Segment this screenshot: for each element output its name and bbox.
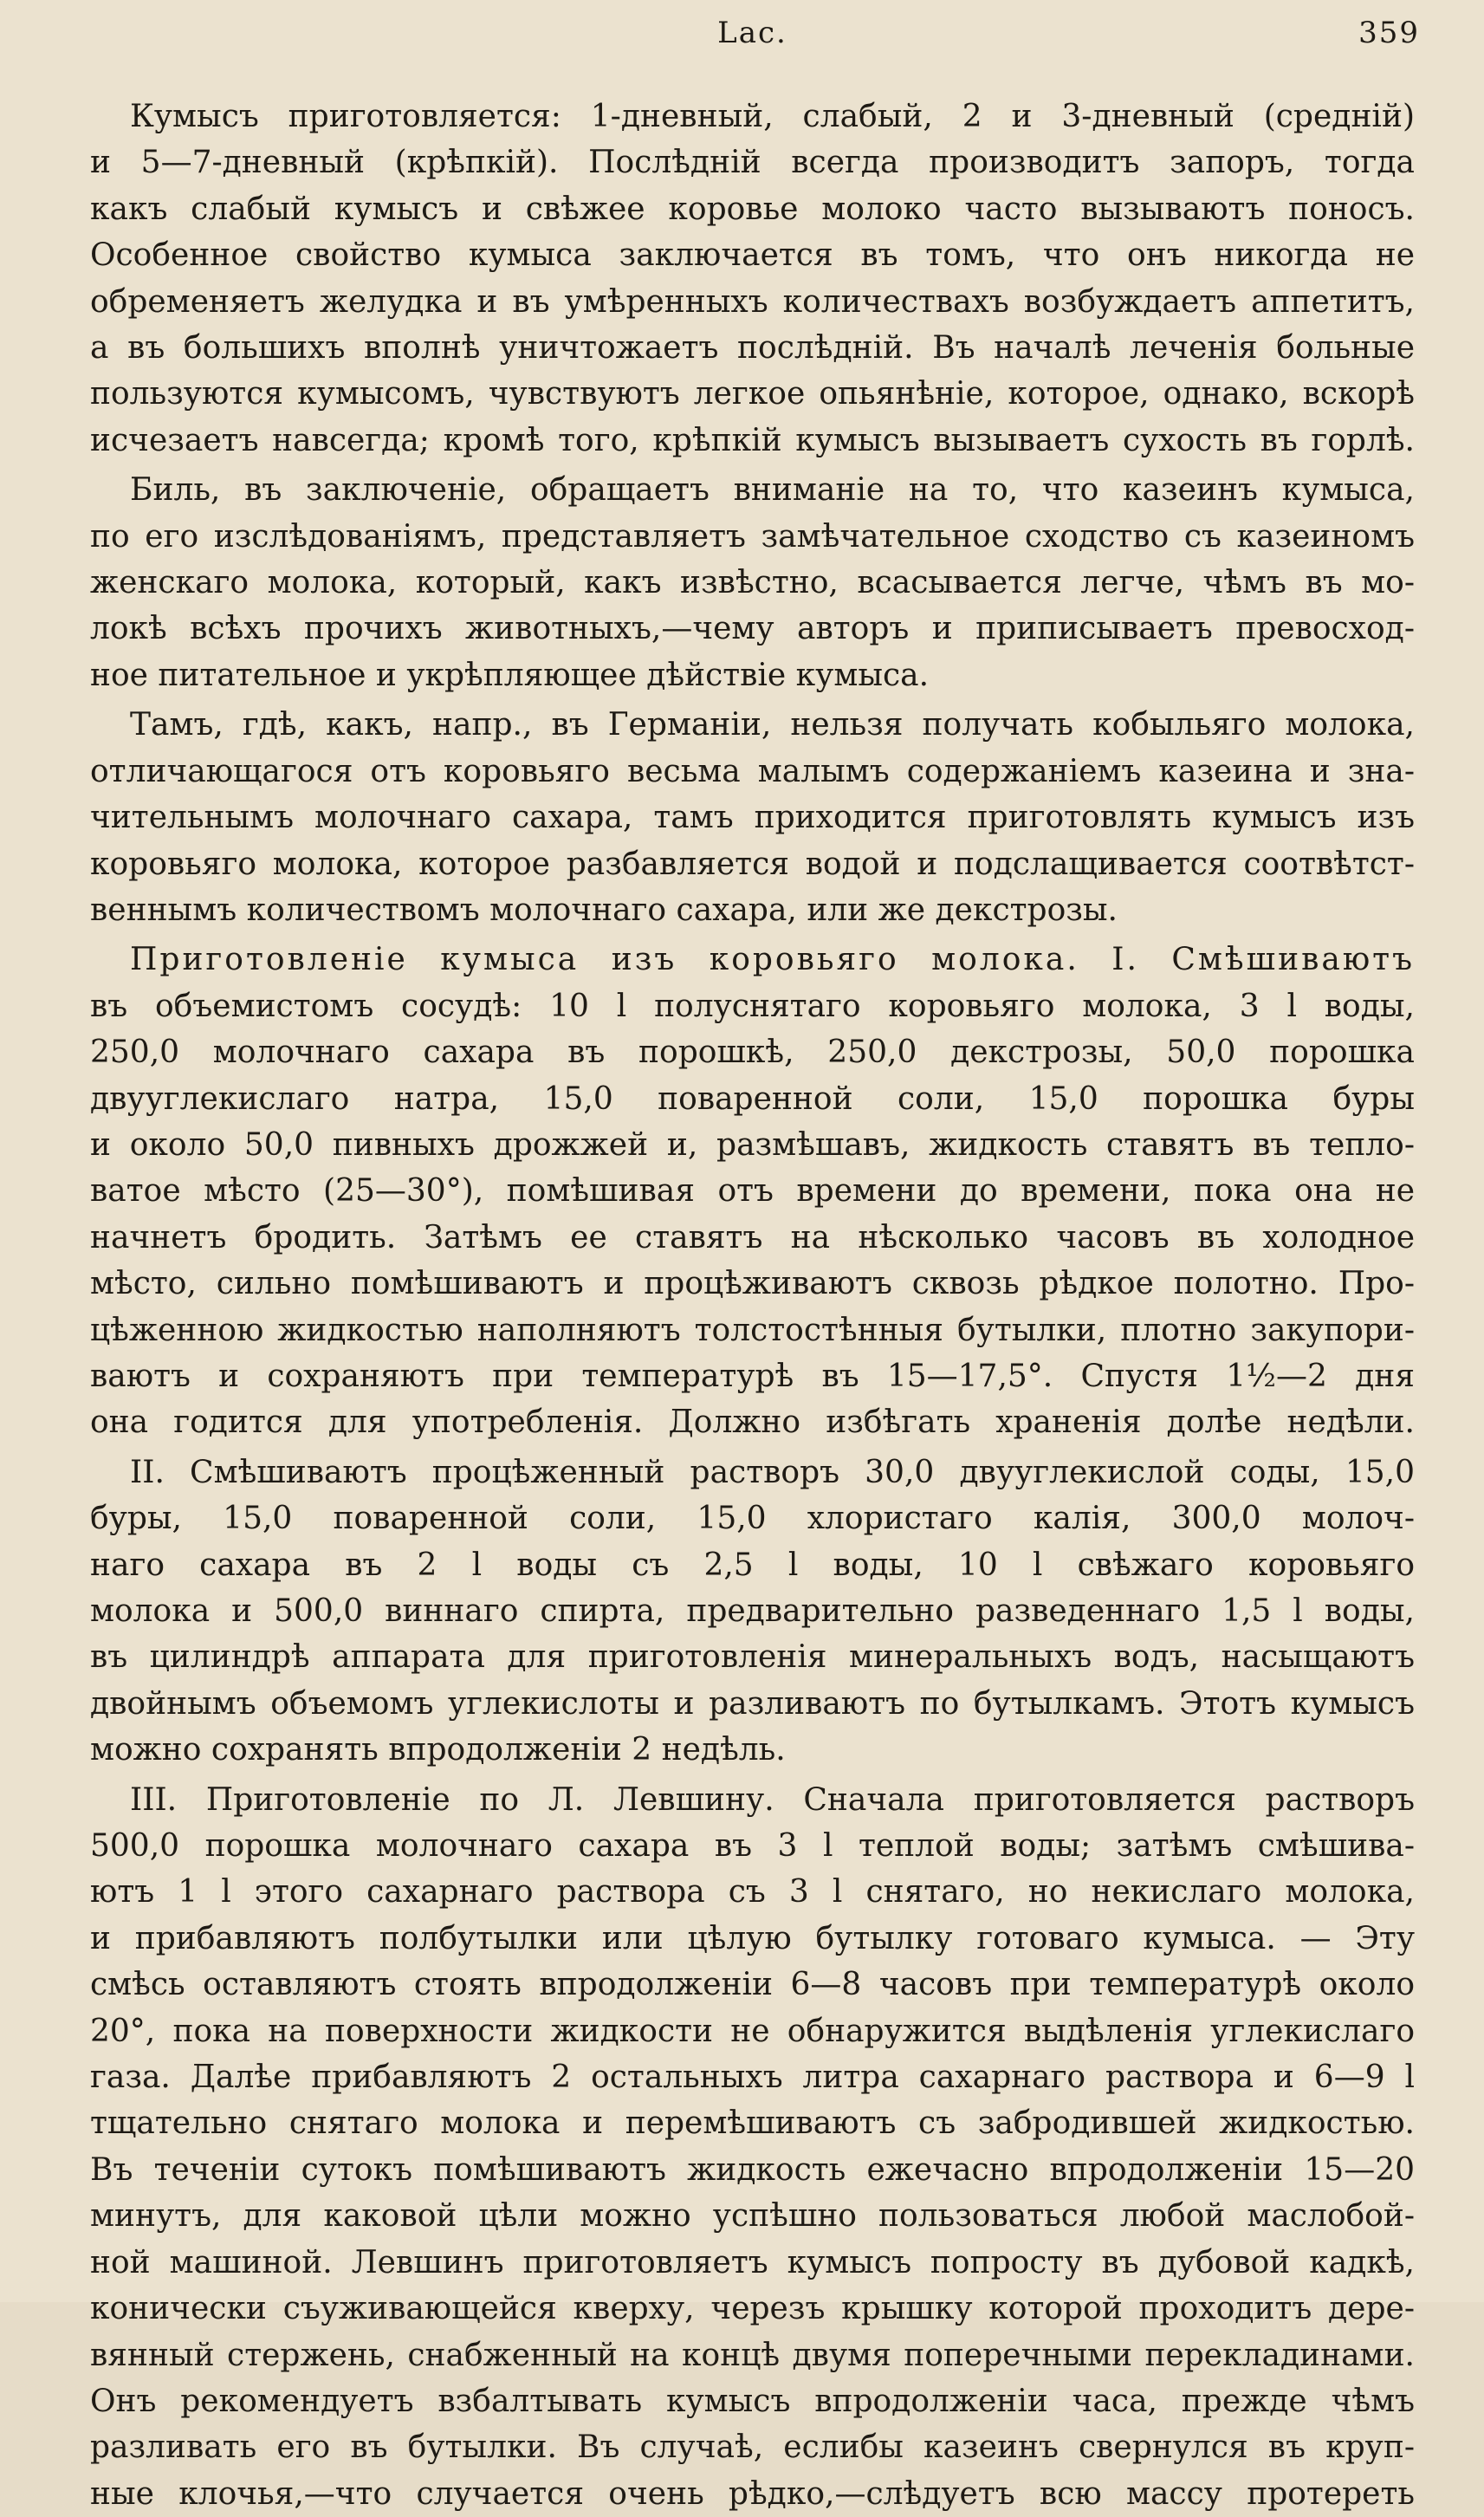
- text-line: ной машиной. Левшинъ приготовляетъ кумысъ попросту въ дубовой кадкѣ,: [90, 2244, 1415, 2280]
- text-line: она годится для употребленія. Должно избѣгать храненія долѣе недѣли.: [90, 1404, 1415, 1441]
- paragraph-cow-milk: [90, 702, 1415, 933]
- text-line: коровьяго молока, которое разбавляется водой и подслащивается соотвѣтст-: [90, 846, 1415, 882]
- text-line: можно сохранять впродолженіи 2 недѣль.: [90, 1732, 786, 1768]
- text-line: въ цилиндрѣ аппарата для приготовленія минеральныхъ водъ, насыщаютъ: [90, 1639, 1415, 1676]
- text-line: чительнымъ молочнаго сахара, тамъ приходится приготовлять кумысъ изъ: [90, 800, 1415, 836]
- text-line: и 5—7-дневный (крѣпкій). Послѣдній всегда производитъ запоръ, тогда: [90, 145, 1415, 181]
- paragraph-recipe-2: [90, 1450, 1415, 1774]
- text-line: по его изслѣдованіямъ, представляетъ замѣчательное сходство съ казеиномъ: [90, 518, 1415, 555]
- text-line: II. Смѣшиваютъ процѣженный растворъ 30,0 двууглекислой соды, 15,0: [130, 1454, 1415, 1490]
- text-line: ютъ 1 l этого сахарнаго раствора съ 3 l снятаго, но некислаго молока,: [90, 1874, 1415, 1910]
- text-line: локѣ всѣхъ прочихъ животныхъ,—чему авторъ и приписываетъ превосход-: [90, 611, 1415, 647]
- running-title: Lac.: [717, 16, 787, 50]
- text-line: въ объемистомъ сосудѣ: 10 l полуснятаго коровьяго молока, 3 l воды,: [90, 988, 1415, 1024]
- paragraph-kumys-types: [90, 94, 1415, 464]
- text-line: Въ теченіи сутокъ помѣшиваютъ жидкость ежечасно впродолженіи 15—20: [90, 2151, 1415, 2188]
- text-line: 250,0 молочнаго сахара въ порошкѣ, 250,0 декстрозы, 50,0 порошка: [90, 1035, 1415, 1071]
- text-line: какъ слабый кумысъ и свѣжее коровье молоко часто вызываютъ поносъ.: [90, 191, 1415, 227]
- text-line: молока и 500,0 виннаго спирта, предварительно разведеннаго 1,5 l воды,: [90, 1593, 1415, 1629]
- text-line: начнетъ бродить. Затѣмъ ее ставятъ на нѣсколько часовъ въ холодное: [90, 1219, 1415, 1255]
- text-line: III. Приготовленіе по Л. Левшину. Сначала приготовляется растворъ: [130, 1781, 1415, 1818]
- text-line: ные клочья,—что случается очень рѣдко,—слѣдуетъ всю массу протереть: [90, 2475, 1415, 2512]
- text-line: тщательно снятаго молока и перемѣшиваютъ съ забродившей жидкостью.: [90, 2105, 1415, 2142]
- running-head: [90, 7, 1420, 59]
- paragraph-recipe-1: [90, 937, 1415, 1445]
- paragraph-recipe-3-levshin: [90, 1777, 1415, 2517]
- text-line: ное питательное и укрѣпляющее дѣйствіе кумыса.: [90, 657, 930, 693]
- text-line: Онъ рекомендуетъ взбалтывать кумысъ впродолженіи часа, прежде чѣмъ: [90, 2383, 1415, 2419]
- text-line: Особенное свойство кумыса заключается въ томъ, что онъ никогда не: [90, 237, 1415, 274]
- text-line: исчезаетъ навсегда; кромѣ того, крѣпкій кумысъ вызываетъ сухость въ горлѣ.: [90, 422, 1415, 458]
- text-line: газа. Далѣе прибавляютъ 2 остальныхъ литра сахарнаго раствора и 6—9 l: [90, 2060, 1415, 2096]
- text-line: Тамъ, гдѣ, какъ, напр., въ Германіи, нельзя получать кобыльяго молока,: [130, 707, 1415, 743]
- text-line: отличающагося отъ коровьяго весьма малымъ содержаніемъ казеина и зна-: [90, 753, 1415, 789]
- text-line: смѣсь оставляютъ стоять впродолженіи 6—8 часовъ при температурѣ около: [90, 1967, 1415, 2003]
- text-line: разливать его въ бутылки. Въ случаѣ, еслибы казеинъ свернулся въ круп-: [90, 2429, 1415, 2466]
- text-line: мѣсто, сильно помѣшиваютъ и процѣживаютъ сквозь рѣдкое полотно. Про-: [90, 1266, 1415, 1302]
- text-line: Кумысъ приготовляется: 1-дневный, слабый, 2 и 3-дневный (средній): [130, 99, 1415, 134]
- text-line: двууглекислаго натра, 15,0 поваренной соли, 15,0 порошка буры: [90, 1080, 1415, 1117]
- text-line: и прибавляютъ полбутылки или цѣлую бутылку готоваго кумыса. — Эту: [90, 1920, 1415, 1956]
- text-line: Приготовленіе кумыса изъ коровьяго молока. I. Смѣшиваютъ: [130, 942, 1415, 978]
- text-line: веннымъ количествомъ молочнаго сахара, или же декстрозы.: [90, 892, 1118, 928]
- text-line: двойнымъ объемомъ углекислоты и разливаютъ по бутылкамъ. Этотъ кумысъ: [90, 1685, 1415, 1722]
- text-line: а въ большихъ вполнѣ уничтожаетъ послѣдній. Въ началѣ леченія больные: [90, 330, 1415, 367]
- text-line: и около 50,0 пивныхъ дрожжей и, размѣшавъ, жидкость ставятъ въ тепло-: [90, 1126, 1415, 1163]
- text-line: ватое мѣсто (25—30°), помѣшивая отъ времени до времени, пока она не: [90, 1173, 1415, 1210]
- text-line: обременяетъ желудка и въ умѣренныхъ количествахъ возбуждаетъ аппетитъ,: [90, 283, 1415, 320]
- text-line: женскаго молока, который, какъ извѣстно, всасывается легче, чѣмъ въ мо-: [90, 565, 1415, 601]
- text-line: наго сахара въ 2 l воды съ 2,5 l воды, 10 l свѣжаго коровьяго: [90, 1547, 1415, 1583]
- text-line: минутъ, для каковой цѣли можно успѣшно пользоваться любой маслобой-: [90, 2198, 1415, 2235]
- text-line: пользуются кумысомъ, чувствуютъ легкое опьянѣніе, которое, однако, вскорѣ: [90, 376, 1415, 412]
- paragraph-biel-casein: [90, 467, 1415, 698]
- text-line: ваютъ и сохраняютъ при температурѣ въ 15—17,5°. Спустя 1½—2 дня: [90, 1358, 1415, 1394]
- text-line: цѣженною жидкостью наполняютъ толстостѣнныя бутылки, плотно закупори-: [90, 1312, 1415, 1348]
- text-line: конически съуживающейся кверху, черезъ крышку которой проходитъ дере-: [90, 2291, 1415, 2327]
- page-number: 359: [1358, 16, 1420, 50]
- text-line: Биль, въ заключеніе, обращаетъ вниманіе на то, что казеинъ кумыса,: [130, 472, 1415, 509]
- text-line: 20°, пока на поверхности жидкости не обнаружится выдѣленія углекислаго: [90, 2013, 1415, 2049]
- body-text: [90, 94, 1415, 2517]
- text-line: 500,0 порошка молочнаго сахара въ 3 l теплой воды; затѣмъ смѣшива-: [90, 1828, 1415, 1865]
- text-line: буры, 15,0 поваренной соли, 15,0 хлористаго калія, 300,0 молоч-: [90, 1501, 1415, 1537]
- text-line: вянный стержень, снабженный на концѣ двумя поперечными перекладинами.: [90, 2337, 1415, 2373]
